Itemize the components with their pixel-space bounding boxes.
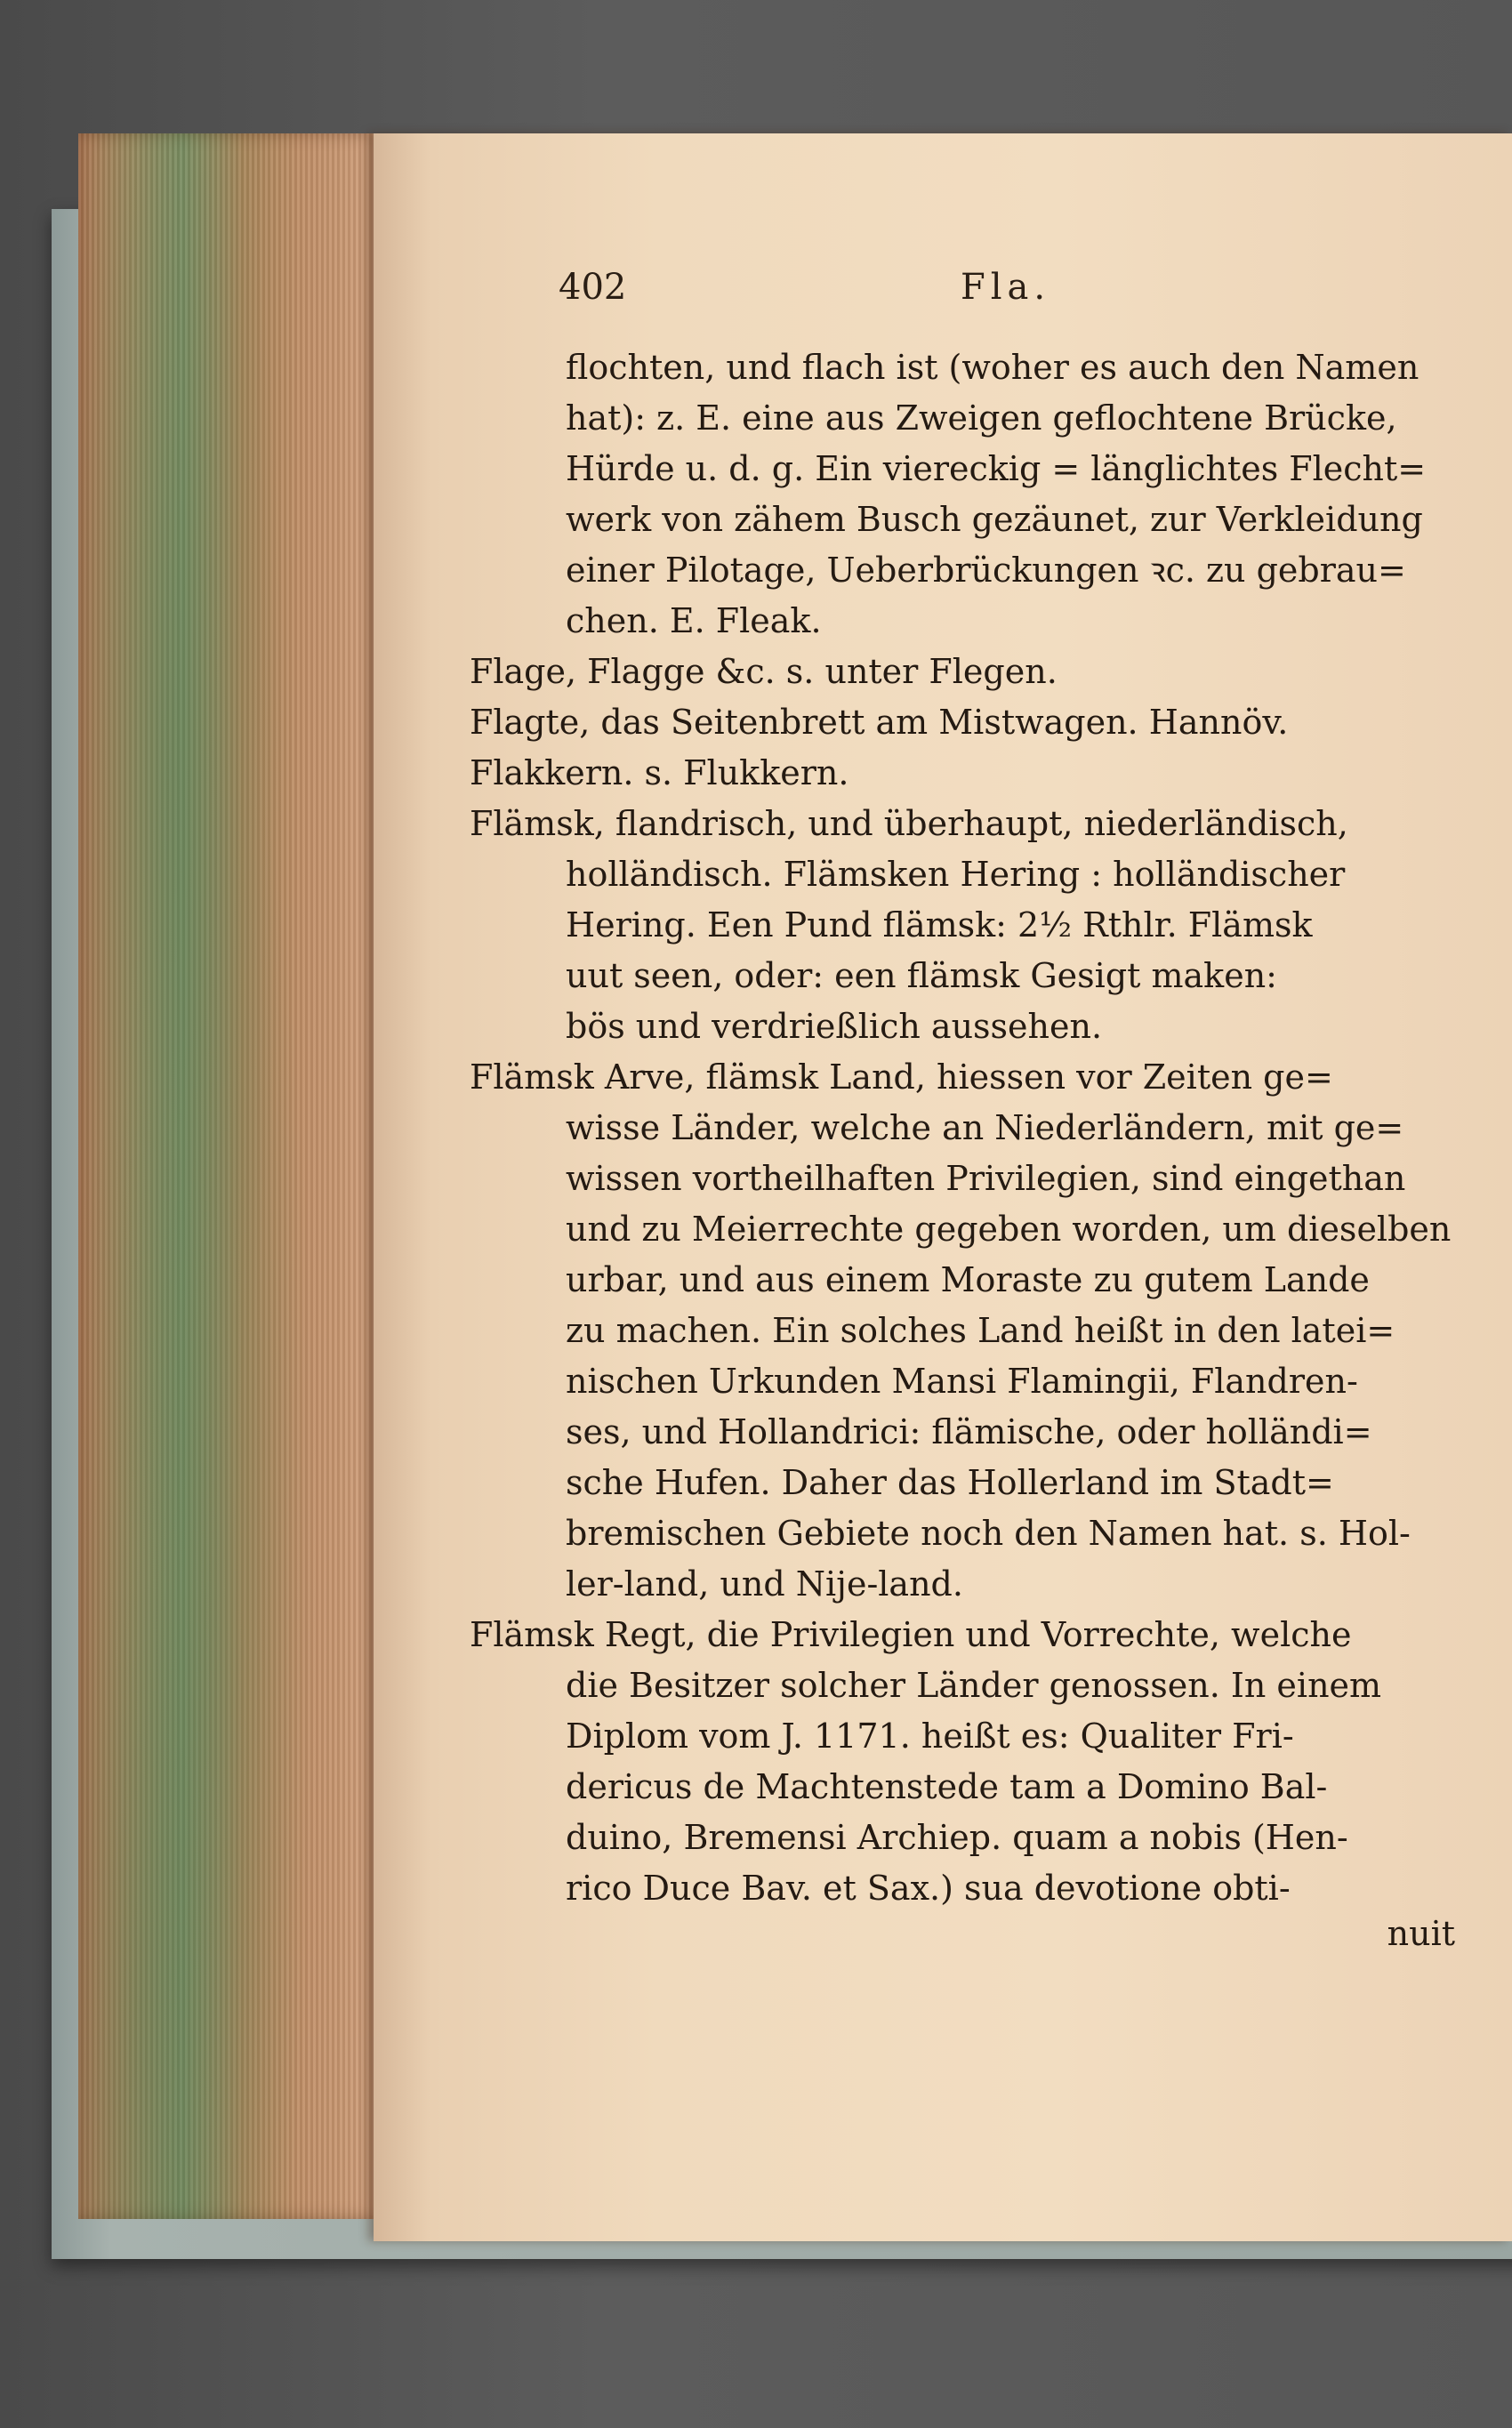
text-line: Flakkern. s. Flukkern. [470, 753, 849, 792]
entry-continuation [566, 342, 1491, 647]
text-line: flochten, und flach ist (woher es auch den Namen [566, 348, 1420, 387]
entry-flakkern [470, 748, 1491, 799]
entry-flaemsk-arve [470, 1052, 1491, 1610]
text-line: Flämsk, flandrisch, und überhaupt, niederländisch, [470, 804, 1348, 843]
text-line: hat): z. E. eine aus Zweigen geflochtene Brücke, [566, 398, 1397, 438]
text-line: Diplom vom J. 1171. heißt es: Qualiter Fri- [566, 1716, 1294, 1756]
text-line: urbar, und aus einem Moraste zu gutem Lande [566, 1260, 1370, 1299]
running-head [0, 267, 1512, 311]
text-line: Flagte, das Seitenbrett am Mistwagen. Hannöv. [470, 703, 1289, 742]
text-line: einer Pilotage, Ueberbrückungen ꝛc. zu gebrau= [566, 551, 1406, 590]
text-line: uut seen, oder: een flämsk Gesigt maken: [566, 956, 1277, 995]
text-line: nischen Urkunden Mansi Flamingii, Flandren- [566, 1362, 1358, 1401]
head-word: Fla. [961, 267, 1051, 308]
text-line: dericus de Machtenstede tam a Domino Bal- [566, 1767, 1328, 1806]
text-line: sche Hufen. Daher das Hollerland im Stadt= [566, 1463, 1334, 1502]
page-edges [78, 133, 376, 2219]
text-line: bös und verdrießlich aussehen. [566, 1007, 1103, 1046]
text-line: Hering. Een Pund flämsk: 2½ Rthlr. Flämsk [566, 905, 1313, 945]
catchword: nuit [1387, 1914, 1455, 1953]
entry-flaemsk [470, 799, 1491, 1052]
entry-flaemsk-regt [470, 1610, 1491, 1914]
dictionary-text [470, 342, 1491, 1953]
text-line: Flage, Flagge &c. s. unter Flegen. [470, 652, 1058, 691]
text-line: wisse Länder, welche an Niederländern, mit ge= [566, 1108, 1404, 1147]
text-line: bremischen Gebiete noch den Namen hat. s. Hol- [566, 1514, 1411, 1553]
entry-flagte [470, 697, 1491, 748]
text-line: wissen vortheilhaften Privilegien, sind eingethan [566, 1159, 1406, 1198]
text-line: Hürde u. d. g. Ein viereckig = länglichtes Flecht= [566, 449, 1427, 488]
text-line: ler-land, und Nije-land. [566, 1564, 963, 1604]
page-number: 402 [559, 267, 627, 308]
entry-flage [470, 647, 1491, 697]
text-line: holländisch. Flämsken Hering : holländischer [566, 855, 1346, 894]
text-line: Flämsk Regt, die Privilegien und Vorrechte, welche [470, 1615, 1352, 1654]
text-line: und zu Meierrechte gegeben worden, um dieselben [566, 1210, 1452, 1249]
text-line: duino, Bremensi Archiep. quam a nobis (Hen- [566, 1818, 1348, 1857]
text-line: zu machen. Ein solches Land heißt in den latei= [566, 1311, 1395, 1350]
text-line: ses, und Hollandrici: flämische, oder holländi= [566, 1412, 1372, 1451]
text-line: chen. E. Fleak. [566, 601, 822, 640]
text-line: rico Duce Bav. et Sax.) sua devotione obti- [566, 1869, 1291, 1908]
text-line: Flämsk Arve, flämsk Land, hiessen vor Zeiten ge= [470, 1057, 1333, 1097]
text-line: werk von zähem Busch gezäunet, zur Verkleidung [566, 500, 1423, 539]
text-line: die Besitzer solcher Länder genossen. In einem [566, 1666, 1382, 1705]
